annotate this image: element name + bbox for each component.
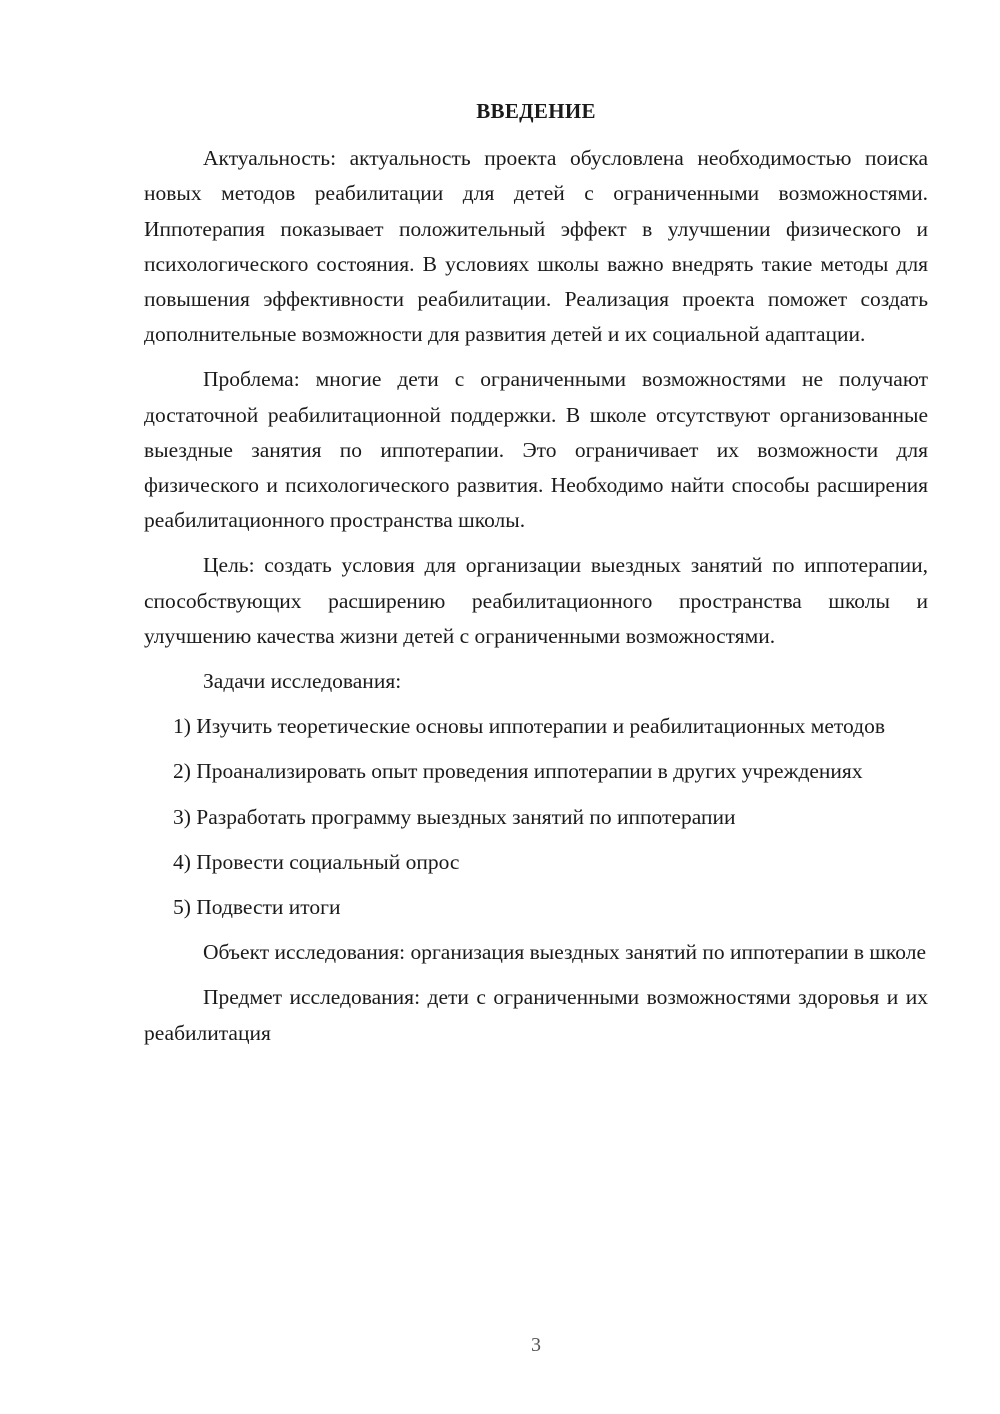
page-content <box>144 94 928 1061</box>
task-item-4: 4) Провести социальный опрос <box>173 849 460 874</box>
problem-paragraph: Проблема: многие дети с ограниченными возможностями не получают достаточной реабилитационной поддержки. В школе отсутствуют организованные выездные занятия по иппотерапии. Это ограничивает их возможности для физического и психологического развития. Необходимо найти способы расширения реабилитационного пространства школы. <box>144 367 928 533</box>
tasks-heading: Задачи исследования: <box>203 669 402 694</box>
task-item-2: 2) Проанализировать опыт проведения иппотерапии в других учреждениях <box>173 759 863 784</box>
subject-paragraph: Предмет исследования: дети с ограниченными возможностями здоровья и их реабилитация <box>144 985 928 1045</box>
page-number: 3 <box>531 1334 541 1356</box>
task-item-1: 1) Изучить теоретические основы иппотерапии и реабилитационных методов <box>173 714 885 739</box>
section-title: ВВЕДЕНИЕ <box>476 99 596 123</box>
relevance-paragraph: Актуальность: актуальность проекта обусловлена необходимостью поиска новых методов реабилитации для детей с ограниченными возможностями. Иппотерапия показывает положительный эффект в улучшении физического и психологического состояния. В условиях школы важно внедрять такие методы для повышения эффективности реабилитации. Реализация проекта поможет создать дополнительные возможности для развития детей и их социальной адаптации. <box>144 146 928 347</box>
task-item-5: 5) Подвести итоги <box>173 895 341 920</box>
task-item-3: 3) Разработать программу выездных занятий по иппотерапии <box>173 804 736 829</box>
goal-paragraph: Цель: создать условия для организации выездных занятий по иппотерапии, способствующих расширению реабилитационного пространства школы и улучшению качества жизни детей с ограниченными возможностями. <box>144 553 928 648</box>
object-paragraph: Объект исследования: организация выездных занятий по иппотерапии в школе <box>203 940 927 965</box>
